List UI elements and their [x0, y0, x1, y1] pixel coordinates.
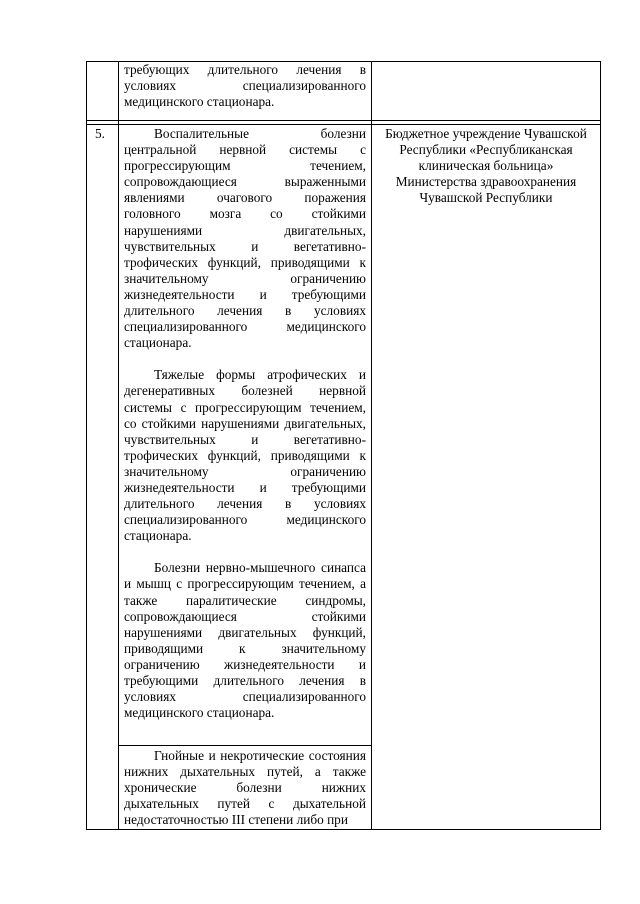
prev-row-paragraph: требующих длительного лечения в условиях специализированного медицинского стационара. [124, 62, 366, 110]
disease-paragraph-1: Воспалительные болезни центральной нервной системы с прогрессирующим течением, сопровождающиеся выраженными явлениями очагового поражения головного мозга со стойкими нарушениями двигательных, чувствительных и вегетативно-трофических функций, приводящими к значительному ограничению жизнедеятельности и требующими длительного лечения в условиях специализированного медицинского стационара. [124, 126, 366, 351]
col-separator-1 [118, 61, 119, 830]
table-right-border [600, 61, 601, 830]
row-separator-double-top [86, 120, 601, 121]
prev-row-disease-text [124, 62, 366, 110]
disease-paragraph-2: Тяжелые формы атрофических и дегенеративных болезней нервной системы с прогрессирующим течением, со стойкими нарушениями двигательных, чувствительных и вегетативно-трофических функций, приводящими к значительному ограничению жизнедеятельности и требующими длительного лечения в условиях специализированного медицинского стационара. [124, 367, 366, 544]
table-left-border [86, 61, 87, 830]
row-separator-double-bottom [86, 124, 601, 125]
inner-cell-separator [118, 745, 371, 746]
row-5-disease-cell-continued [124, 748, 366, 828]
disease-paragraph-4: Гнойные и некротические состояния нижних дыхательных путей, а также хронические болезни нижних дыхательных путей с дыхательной недостаточностью III степени либо при [124, 748, 366, 828]
paragraph-spacer [124, 351, 366, 367]
table-bottom-border [86, 829, 601, 830]
paragraph-spacer [124, 544, 366, 560]
organization-cell: Бюджетное учреждение Чувашской Республики «Республиканская клиническая больница» Министерства здравоохранения Чувашской Республики [385, 126, 587, 205]
row-5-disease-cell [124, 126, 366, 721]
row-number: 5. [95, 126, 105, 141]
col-separator-2 [371, 61, 372, 830]
disease-paragraph-3: Болезни нервно-мышечного синапса и мышц с прогрессирующим течением, а также паралитические синдромы, сопровождающиеся стойкими нарушениями двигательных функций, приводящими к значительному ограничению жизнедеятельности и требующими длительного лечения в условиях специализированного медицинского стационара. [124, 560, 366, 721]
